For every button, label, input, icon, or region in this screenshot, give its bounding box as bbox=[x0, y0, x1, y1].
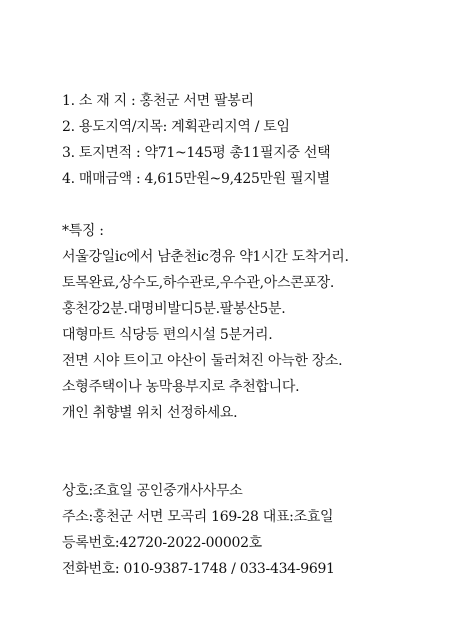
property-summary bbox=[62, 88, 462, 192]
feature-line: 홍천강2분.대명비발디5분.팔봉산5분. bbox=[62, 301, 286, 317]
price-line: 4. 매매금액 : 4,615만원~9,425만원 필지별 bbox=[62, 171, 330, 187]
feature-line: 서울강일ic에서 남춘천ic경유 약1시간 도착거리. bbox=[62, 249, 349, 265]
zoning-line: 2. 용도지역/지목: 계획관리지역 / 토임 bbox=[62, 119, 290, 135]
spacer bbox=[62, 192, 462, 218]
feature-line: 소형주택이나 농막용부지로 추천합니다. bbox=[62, 379, 300, 395]
feature-line: 개인 취향별 위치 선정하세요. bbox=[62, 405, 238, 421]
address-line: 주소:홍천군 서면 모곡리 169-28 대표:조효일 bbox=[62, 509, 334, 525]
phone-numbers: 전화번호: 010-9387-1748 / 033-434-9691 bbox=[62, 561, 335, 577]
land-area-line: 3. 토지면적 : 약71~145평 총11필지중 선택 bbox=[62, 145, 331, 161]
listing-document bbox=[62, 88, 462, 582]
business-name: 상호:조효일 공인중개사사무소 bbox=[62, 483, 243, 499]
location-line: 1. 소 재 지 : 홍천군 서면 팔봉리 bbox=[62, 93, 254, 109]
spacer bbox=[62, 426, 462, 478]
features-section bbox=[62, 218, 462, 426]
contact-section bbox=[62, 478, 462, 582]
features-heading: *특징 : bbox=[62, 223, 104, 239]
feature-line: 토목완료,상수도,하수관로,우수관,아스콘포장. bbox=[62, 275, 335, 291]
feature-line: 전면 시야 트이고 야산이 둘러쳐진 아늑한 장소. bbox=[62, 353, 343, 369]
registration-number: 등록번호:42720-2022-00002호 bbox=[62, 535, 262, 551]
feature-line: 대형마트 식당등 편의시설 5분거리. bbox=[62, 327, 273, 343]
